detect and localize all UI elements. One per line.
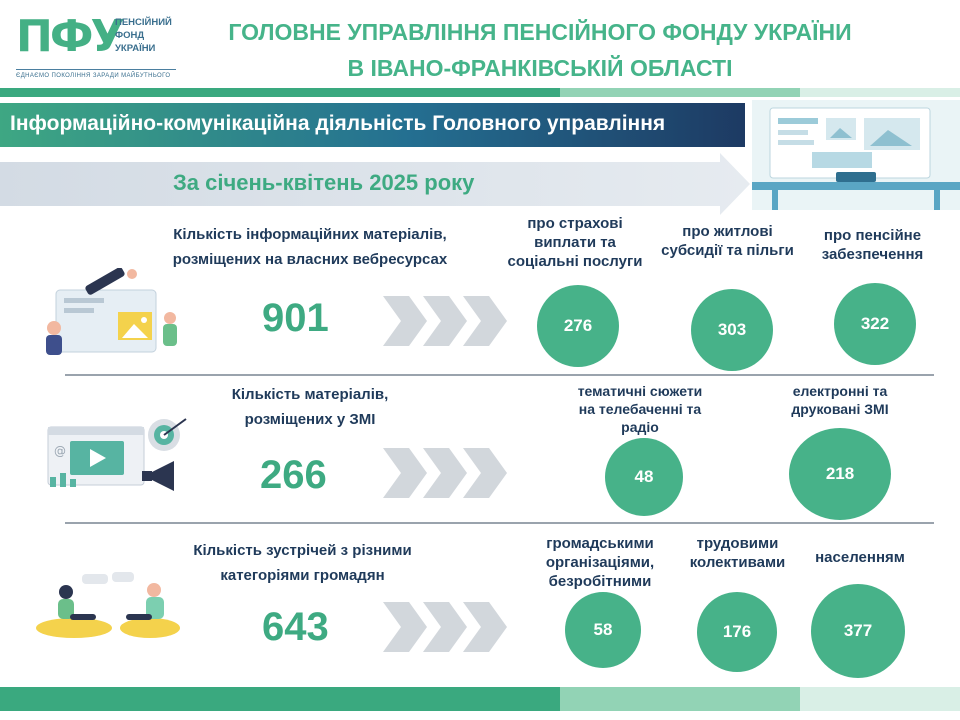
row-3-cat-1-line-3: безробітними <box>548 573 652 590</box>
row-1-cat-1-line-1: про страхові <box>527 215 623 232</box>
row-3-cat-2-line-1: трудовими <box>696 535 779 552</box>
row-3-cat-3-value: 377 <box>811 584 905 678</box>
office-desk-illustration <box>752 100 960 210</box>
page-title-line-1: ГОЛОВНЕ УПРАВЛІННЯ ПЕНСІЙНОГО ФОНДУ УКРАЇНИ <box>228 19 852 45</box>
row-1-cat-1-line-2: виплати та <box>534 234 616 251</box>
triple-chevron-icon <box>383 448 511 498</box>
section-banner <box>0 103 745 147</box>
row-3-cat-1-label <box>525 534 675 591</box>
row-3-label <box>170 538 435 588</box>
logo-text-line-3: УКРАЇНИ <box>115 43 156 54</box>
row-2-cat-2-line-1: електронні та <box>792 383 888 399</box>
row-2-label-line-1: Кількість матеріалів, <box>231 386 389 403</box>
row-1-cat-2-line-1: про житлові <box>682 223 773 240</box>
row-1-cat-1-value: 276 <box>537 285 619 367</box>
row-3-cat-1-line-2: організаціями, <box>545 554 655 571</box>
row-1-cat-3-line-2: забезпечення <box>821 246 924 263</box>
row-3-cat-3-line-1: населенням <box>815 549 905 566</box>
row-2-total: 266 <box>260 453 327 497</box>
row-2-cat-1-line-1: тематичні сюжети <box>577 383 703 399</box>
bottom-stripe-pale <box>800 687 960 711</box>
logo-divider <box>16 69 176 70</box>
triple-chevron-icon <box>383 602 511 652</box>
row-1-cat-2-line-2: субсидії та пільги <box>661 242 794 259</box>
web-publishing-illustration-icon <box>36 268 186 360</box>
top-stripe-light-green <box>560 88 800 97</box>
row-2-label-line-2: розміщених у ЗМІ <box>244 411 376 428</box>
row-1-label <box>150 222 470 272</box>
row-divider-2 <box>65 522 934 524</box>
pfu-logo <box>16 12 191 86</box>
row-1-label-line-2: розміщених на власних вебресурсах <box>172 251 448 268</box>
bottom-stripe-light-green <box>560 687 800 711</box>
row-2-cat-1-label <box>560 382 720 436</box>
row-3-total: 643 <box>262 605 329 649</box>
row-1-cat-1-line-3: соціальні послуги <box>507 253 643 270</box>
logo-text <box>115 16 191 55</box>
page-title-line-2: В ІВАНО-ФРАНКІВСЬКІЙ ОБЛАСТІ <box>347 55 733 81</box>
top-stripe-green <box>0 88 560 97</box>
row-3-label-line-2: категоріями громадян <box>220 567 385 584</box>
row-2-cat-2-line-2: друковані ЗМІ <box>791 401 889 417</box>
svg-text:@: @ <box>54 444 66 458</box>
row-3-cat-3-label <box>800 548 920 567</box>
row-1-total: 901 <box>262 296 329 340</box>
bottom-stripe-green <box>0 687 560 711</box>
logo-mark: ПФУ <box>16 11 122 62</box>
meeting-illustration-icon <box>34 570 184 640</box>
row-1-cat-3-label <box>800 226 945 264</box>
row-3-cat-1-value: 58 <box>565 592 641 668</box>
row-3-cat-2-line-2: колективами <box>689 554 786 571</box>
row-3-cat-2-value: 176 <box>697 592 777 672</box>
logo-text-line-2: ФОНД <box>115 30 145 41</box>
period-label: За січень-квітень 2025 року <box>173 170 475 195</box>
row-1-cat-2-value: 303 <box>691 289 773 371</box>
row-1-label-line-1: Кількість інформаційних матеріалів, <box>173 226 447 243</box>
logo-tagline: ЄДНАЄМО ПОКОЛІННЯ ЗАРАДИ МАЙБУТНЬОГО <box>16 73 171 79</box>
top-stripe-pale <box>800 88 960 97</box>
row-1-cat-1-label <box>500 214 650 271</box>
row-2-cat-1-value: 48 <box>605 438 683 516</box>
row-1-cat-2-label <box>645 222 810 260</box>
logo-text-line-1: ПЕНСІЙНИЙ <box>115 17 172 28</box>
row-2-cat-1-line-3: радіо <box>621 419 659 435</box>
row-3-label-line-1: Кількість зустрічей з різними <box>193 542 412 559</box>
row-3-cat-1-line-1: громадськими <box>546 535 654 552</box>
row-2-label <box>160 382 460 432</box>
row-3-cat-2-label <box>670 534 805 572</box>
row-2-cat-1-line-2: на телебаченні та <box>578 401 702 417</box>
row-2-cat-2-label <box>765 382 915 418</box>
triple-chevron-icon <box>383 296 511 346</box>
page-title <box>200 14 880 86</box>
row-divider-1 <box>65 374 934 376</box>
section-title: Інформаційно-комунікаційна діяльність Головного управління <box>10 112 666 135</box>
row-2-cat-2-value: 218 <box>789 428 891 520</box>
row-1-cat-3-line-1: про пенсійне <box>823 227 922 244</box>
row-1-cat-3-value: 322 <box>834 283 916 365</box>
